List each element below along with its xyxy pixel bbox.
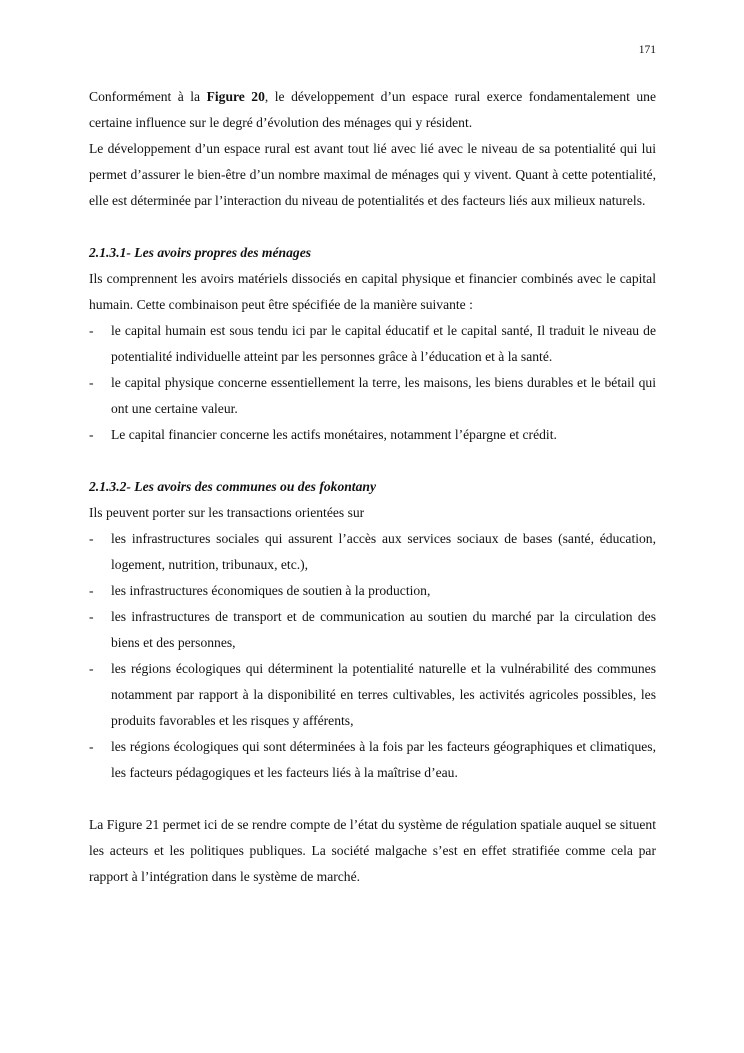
section1-intro: Ils comprennent les avoirs matériels dissociés en capital physique et financier combinés avec le capital humain. Cette combinaison peut être spécifiée de la manière suivante :	[89, 271, 656, 312]
list-item	[89, 422, 656, 448]
list-item-text: le capital physique concerne essentiellement la terre, les maisons, les biens durables et le bétail qui ont une certaine valeur.	[111, 375, 656, 416]
list-item	[89, 656, 656, 734]
bullet-dash: -	[89, 661, 94, 676]
list-item-text: les régions écologiques qui déterminent la potentialité naturelle et la vulnérabilité des communes notamment par rapport à la disponibilité en terres cultivables, les activités agricoles possibles, les produits favorables et les risques y afférents,	[111, 661, 656, 728]
section2-intro: Ils peuvent porter sur les transactions orientées sur	[89, 505, 365, 520]
list-item	[89, 578, 656, 604]
section-heading-2-1-3-2: 2.1.3.2- Les avoirs des communes ou des fokontany	[89, 479, 376, 494]
list-item	[89, 734, 656, 786]
list-item-text: les régions écologiques qui sont déterminées à la fois par les facteurs géographiques et climatiques, les facteurs pédagogiques et les facteurs liés à la maîtrise d’eau.	[111, 739, 656, 780]
bullet-dash: -	[89, 427, 94, 442]
intro-paragraph-2: Le développement d’un espace rural est avant tout lié avec lié avec le niveau de sa potentialité qui lui permet d’assurer le bien-être d’un nombre maximal de ménages qui y vivent. Quant à cette potentialité, elle est déterminée par l’interaction du niveau de potentialités et des facteurs liés aux milieux naturels.	[89, 141, 656, 208]
intro-p1-after: , le développement d’un espace rural exerce fondamentalement une certaine influence sur le degré d’évolution des ménages qui y résident.	[89, 89, 656, 130]
list-item	[89, 604, 656, 656]
list-item-text: le capital humain est sous tendu ici par le capital éducatif et le capital santé, Il traduit le niveau de potentialité individuelle atteint par les personnes grâce à l’éducation et à la santé.	[111, 323, 656, 364]
bullet-dash: -	[89, 375, 94, 390]
list-item	[89, 318, 656, 370]
list-item	[89, 370, 656, 422]
document-body	[89, 84, 656, 890]
figure-20-reference: Figure 20	[206, 89, 265, 104]
list-item-text: les infrastructures de transport et de communication au soutien du marché par la circulation des biens et des personnes,	[111, 609, 656, 650]
list-item-text: les infrastructures sociales qui assurent l’accès aux services sociaux de bases (santé, éducation, logement, nutrition, tribunaux, etc.),	[111, 531, 656, 572]
bullet-dash: -	[89, 323, 94, 338]
intro-p1-before: Conformément à la	[89, 89, 207, 104]
bullet-dash: -	[89, 583, 94, 598]
list-item	[89, 526, 656, 578]
spacer	[89, 214, 656, 240]
list-item-text: les infrastructures économiques de soutien à la production,	[111, 583, 431, 598]
bullet-dash: -	[89, 739, 94, 754]
spacer	[89, 786, 656, 812]
list-item-text: Le capital financier concerne les actifs monétaires, notamment l’épargne et crédit.	[111, 427, 557, 442]
conclusion-paragraph: La Figure 21 permet ici de se rendre compte de l’état du système de régulation spatiale auquel se situent les acteurs et les politiques publiques. La société malgache s’est en effet stratifiée comme cela par rapport à l’intégration dans le système de marché.	[89, 817, 656, 884]
section-heading-2-1-3-1: 2.1.3.1- Les avoirs propres des ménages	[89, 245, 312, 260]
bullet-dash: -	[89, 609, 94, 624]
spacer	[89, 448, 656, 474]
bullet-dash: -	[89, 531, 94, 546]
page-number: 171	[638, 44, 656, 56]
intro-paragraph-1	[89, 84, 656, 136]
